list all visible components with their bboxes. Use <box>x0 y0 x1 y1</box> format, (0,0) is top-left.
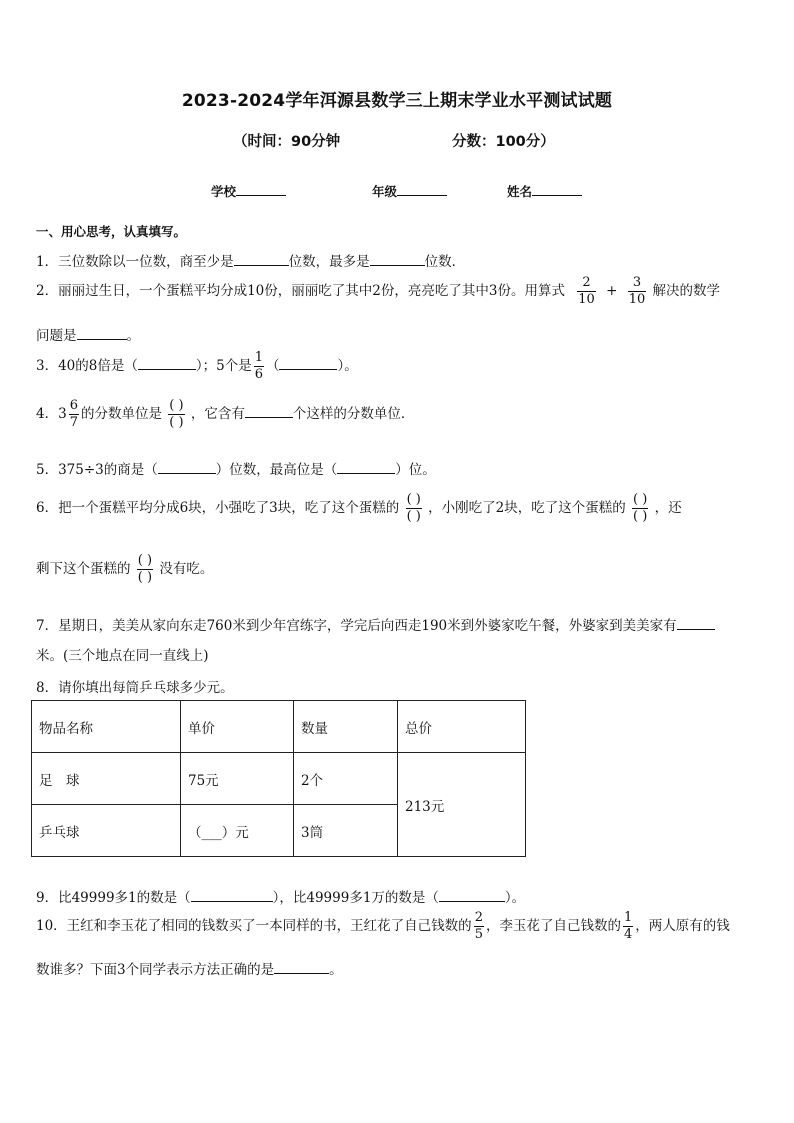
q5-blank-1[interactable] <box>158 462 216 474</box>
q2-text-d: 。 <box>126 328 140 344</box>
question-10 <box>36 910 730 943</box>
q6-fraction-blank-2[interactable] <box>632 492 648 525</box>
q8-text: 8．请你填出每筒乒乓球多少元。 <box>36 680 234 696</box>
question-9 <box>36 886 525 906</box>
grade-blank[interactable] <box>397 183 447 196</box>
q2-f1-denominator: 10 <box>578 292 595 307</box>
q5-text-b: ）位数，最高位是（ <box>215 462 338 478</box>
question-2 <box>36 275 720 308</box>
q9-blank-1[interactable] <box>191 890 273 902</box>
q1-blank-1[interactable] <box>234 254 289 266</box>
table-header-row <box>32 701 526 753</box>
question-7-cont <box>36 644 209 664</box>
q6-b2-denominator: ( ) <box>633 509 648 524</box>
q10-f2-numerator: 1 <box>623 910 633 925</box>
table-header: 数量 <box>294 701 398 753</box>
q4-numerator: 6 <box>69 398 78 413</box>
q6-b1-numerator: ( ) <box>406 492 421 507</box>
q4-denominator: 7 <box>69 415 78 430</box>
q9-blank-2[interactable] <box>439 890 505 902</box>
q2-f1-numerator: 2 <box>582 275 591 290</box>
q4-blank[interactable] <box>245 406 293 418</box>
table-cell: 75元 <box>181 753 294 805</box>
q10-text-e: 。 <box>329 962 343 978</box>
q6-text-b: ，小刚吃了2块，吃了这个蛋糕的 <box>428 500 626 516</box>
q10-fraction-2 <box>623 910 633 943</box>
question-10-cont <box>36 958 343 978</box>
q6-b3-numerator: ( ) <box>137 553 153 568</box>
q10-fraction-1 <box>474 910 484 943</box>
q5-text-a: 5．375÷3的商是（ <box>36 462 158 478</box>
name-blank[interactable] <box>532 183 582 196</box>
q4-blank-denominator: ( ) <box>169 415 184 430</box>
question-6 <box>36 492 682 525</box>
q10-blank[interactable] <box>274 962 329 974</box>
q9-text-b: ），比49999多1万的数是（ <box>272 890 439 906</box>
question-6-cont <box>36 553 213 586</box>
q4-text-b: 的分数单位是 <box>80 406 162 422</box>
q4-text-d: 个这样的分数单位． <box>292 406 415 422</box>
q10-f1-numerator: 2 <box>474 910 483 925</box>
question-7 <box>36 614 715 634</box>
q10-text-b: ，李玉花了自己钱数的 <box>485 918 621 934</box>
q6-b2-numerator: ( ) <box>633 492 648 507</box>
q3-blank-1[interactable] <box>138 358 196 370</box>
q5-blank-2[interactable] <box>337 462 395 474</box>
q2-text-c: 问题是 <box>36 328 77 344</box>
q4-text-c: ，它含有 <box>190 406 245 422</box>
q6-text-e: 没有吃。 <box>159 561 214 577</box>
question-4 <box>36 398 414 431</box>
q7-blank[interactable] <box>677 618 715 630</box>
q10-text-d: 数谁多？下面3个同学表示方法正确的是 <box>36 962 275 978</box>
grade-label: 年级 <box>372 184 398 199</box>
q2-text-a: 2．丽丽过生日，一个蛋糕平均分成10份，丽丽吃了其中2份，亮亮吃了其中3份。用算式 <box>36 283 565 299</box>
q6-b1-denominator: ( ) <box>406 509 421 524</box>
q1-text-a: 1．三位数除以一位数，商至少是 <box>36 254 234 270</box>
table-cell: 乒乓球 <box>32 805 181 857</box>
table-cell: 足 球 <box>32 753 181 805</box>
q3-denominator: 6 <box>254 367 263 382</box>
question-5 <box>36 458 436 478</box>
name-field <box>507 182 582 200</box>
table-cell-blank[interactable]: （___）元 <box>181 805 294 857</box>
q3-text-a: 3．40的8倍是（ <box>36 358 138 374</box>
q2-fraction-2 <box>628 275 647 308</box>
q10-text-a: 10．王红和李玉花了相同的钱数买了一本同样的书，王红花了自己钱数的 <box>36 918 472 934</box>
q5-text-c: ）位。 <box>395 462 436 478</box>
q4-blank-numerator: ( ) <box>169 398 184 413</box>
name-label: 姓名 <box>507 184 533 199</box>
q3-blank-2[interactable] <box>279 358 337 370</box>
question-1 <box>36 250 465 270</box>
q4-text-a: 4．3 <box>36 406 67 422</box>
q10-f2-denominator: 4 <box>623 927 633 942</box>
q3-fraction <box>254 350 264 383</box>
q6-text-a: 6．把一个蛋糕平均分成6块，小强吃了3块，吃了这个蛋糕的 <box>36 500 400 516</box>
q6-text-d: 剩下这个蛋糕的 <box>36 561 131 577</box>
exam-title: 2023-2024学年洱源县数学三上期末学业水平测试试题 <box>181 91 613 111</box>
q2-blank[interactable] <box>77 328 127 340</box>
q7-text-a: 7．星期日，美美从家向东走760米到少年宫练字，学完后向西走190米到外婆家吃午餐，外婆家到美美家有 <box>36 618 677 634</box>
q9-text-a: 9．比49999多1的数是（ <box>36 890 191 906</box>
q9-text-c: ）。 <box>504 890 526 906</box>
school-field <box>211 182 286 200</box>
table-cell: 3筒 <box>294 805 398 857</box>
q2-f2-numerator: 3 <box>632 275 642 290</box>
q3-text-c: （ <box>265 358 280 374</box>
q1-blank-2[interactable] <box>370 254 425 266</box>
table-header: 物品名称 <box>32 701 181 753</box>
section-heading: 一、用心思考，认真填写。 <box>36 224 187 239</box>
q2-plus: + <box>606 283 618 299</box>
table-row <box>32 753 526 805</box>
school-label: 学校 <box>211 184 237 199</box>
exam-time: （时间：90分钟 <box>233 134 341 150</box>
question-2-cont <box>36 324 140 344</box>
q2-text-b: 解决的数学 <box>652 283 721 299</box>
q3-text-b: ）；5个是 <box>195 358 252 374</box>
q3-numerator: 1 <box>254 350 263 365</box>
question-3 <box>36 350 358 383</box>
q2-f2-denominator: 10 <box>628 292 646 307</box>
q10-text-c: ，两人原有的钱 <box>635 918 730 934</box>
question-8 <box>36 676 234 696</box>
school-blank[interactable] <box>236 183 286 196</box>
q1-text-c: 位数． <box>424 254 466 270</box>
q2-fraction-1 <box>577 275 596 308</box>
table-header: 单价 <box>181 701 294 753</box>
exam-score: 分数：100分） <box>452 134 555 150</box>
table-header: 总价 <box>398 701 526 753</box>
table-cell: 2个 <box>294 753 398 805</box>
q3-text-d: ）。 <box>337 358 358 374</box>
q6-fraction-blank-3[interactable] <box>137 553 153 586</box>
q6-fraction-blank-1[interactable] <box>406 492 422 525</box>
q4-mixed-fraction <box>69 398 79 431</box>
q4-unit-fraction-blank[interactable] <box>168 398 184 431</box>
q6-b3-denominator: ( ) <box>137 570 153 585</box>
q6-text-c: ，还 <box>654 500 682 516</box>
table-total-cell: 213元 <box>398 753 526 857</box>
price-table <box>31 700 526 857</box>
q7-text-b: 米。(三个地点在同一直线上) <box>36 648 209 664</box>
q10-f1-denominator: 5 <box>474 927 483 942</box>
q1-text-b: 位数，最多是 <box>288 254 370 270</box>
grade-field <box>372 182 447 200</box>
